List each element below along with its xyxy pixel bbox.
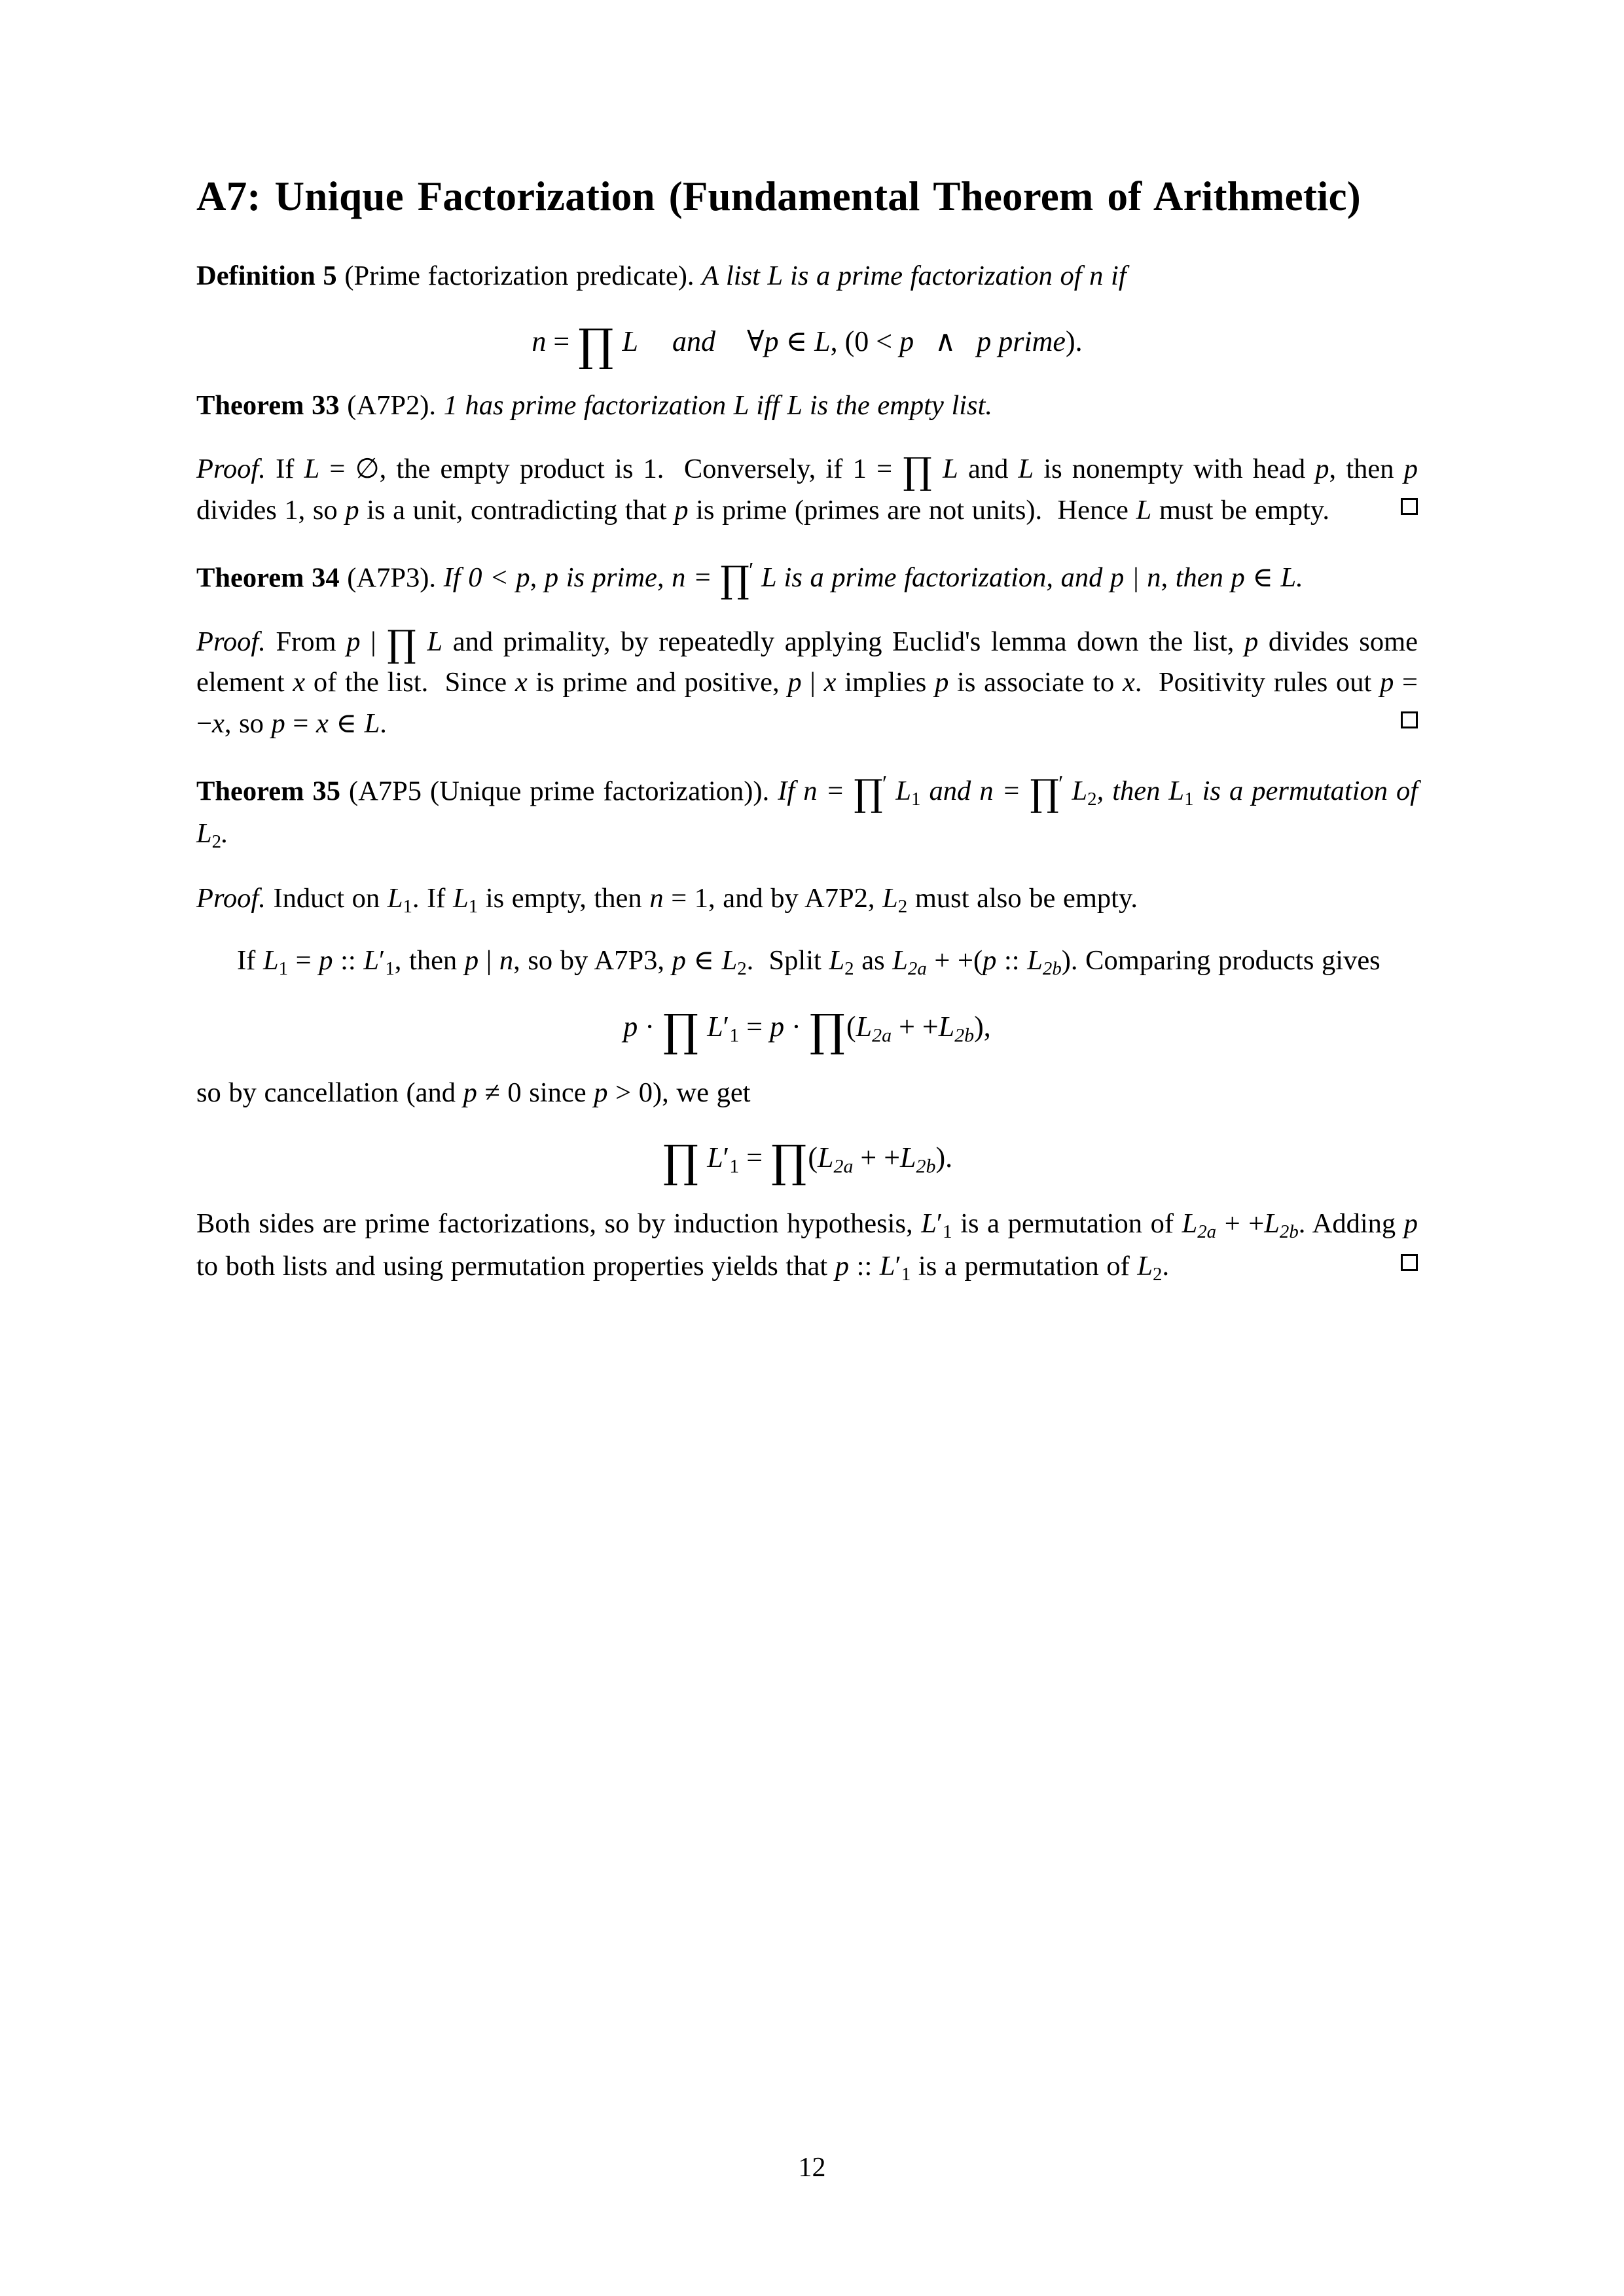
- page-number: 12: [798, 2153, 826, 2183]
- theorem-34-proof: [196, 622, 1418, 745]
- product-symbol-icon: ∏: [578, 319, 614, 372]
- theorem-33-proof: [196, 449, 1418, 531]
- theorem-35-proof-para-2: [196, 941, 1418, 983]
- eq-condition: (0: [844, 325, 869, 357]
- theorem-35-proof-text-3: so by cancellation (and p ≠ 0 since p > 0), we get: [196, 1077, 751, 1108]
- eq-lhs-var: n: [532, 325, 547, 357]
- product-symbol-icon: ∏: [387, 622, 416, 666]
- page-title: A7: Unique Factorization (Fundamental Theorem of Arithmetic): [196, 173, 1361, 219]
- definition-5-name: (Prime factorization predicate).: [344, 260, 695, 291]
- qed-box-icon: [1401, 1254, 1418, 1271]
- proof-label: Proof.: [196, 454, 266, 485]
- qed-box-icon: [1401, 711, 1418, 728]
- product-symbol-icon: ∏: [662, 1136, 699, 1188]
- theorem-35-proof-para-3: [196, 1073, 1418, 1114]
- theorem-35-proof-text-4: Both sides are prime factorizations, so by induction hypothesis, $L'_1$ is a permutation of $L_{2a} + +L_{2b}$. Adding p to both lists and using permutation properties yields that p :: $L'_1$ is a permutation of $L_2$.: [196, 1208, 1418, 1285]
- eq-list: L: [622, 325, 638, 357]
- theorem-33-proof-text: If L = ∅, the empty product is 1. Conversely, if 1 = ∏ L and L is nonempty with head p, then p divides 1, so p is a unit, contradicting that p is prime (primes are not units). Hence L must be empty.: [196, 450, 1418, 526]
- theorem-34-name: (A7P3).: [347, 562, 436, 593]
- eq-conjunction: and: [672, 325, 715, 357]
- eq-quantifier: ∀: [746, 325, 765, 357]
- theorem-35-proof-text-2: If $L_1 = p$ :: $L'_1$, then p | n, so by A7P3, p ∈ $L_2$. Split $L_2$ as $L_{2a} + +(p$ :: $L_{2b}$). Comparing products gives: [237, 945, 1380, 980]
- theorem-33-label: Theorem 33: [196, 389, 340, 421]
- proof-label: Proof.: [196, 883, 266, 914]
- theorem-35-statement: If n = ∏′ $L_1$ and n = ∏′ $L_2$, then $L_1$ is a permutation of $L_2$.: [196, 771, 1418, 852]
- theorem-33-block: [196, 386, 1418, 427]
- theorem-33-name: (A7P2).: [347, 389, 436, 421]
- definition-5-sep2: [694, 260, 702, 291]
- definition-5-label: Definition 5: [196, 260, 337, 291]
- theorem-35-label: Theorem 35: [196, 775, 340, 806]
- definition-5-equation: n = ∏ L and ∀p ∈ L, (0 < p ∧ p prime).: [532, 319, 1083, 372]
- theorem-33-statement: 1 has prime factorization L iff L is the empty list.: [443, 389, 993, 421]
- qed-box-icon: [1401, 498, 1418, 515]
- theorem-34-label: Theorem 34: [196, 562, 340, 593]
- theorem-35-proof-para-4: [196, 1204, 1418, 1288]
- product-symbol-icon: ∏: [854, 772, 883, 815]
- theorem-35-name: (A7P5 (Unique prime factorization)).: [349, 775, 770, 806]
- definition-5-statement: A list L is a prime factorization of n if: [702, 260, 1127, 291]
- theorem-34-proof-text: From p | ∏ L and primality, by repeatedly applying Euclid's lemma down the list, p divides some element x of the list. Since x is prime and positive, p | x implies p is associate to x. Positivity rules out p = −x, so p = x ∈ L.: [196, 622, 1418, 739]
- product-symbol-icon: ∏: [662, 1005, 699, 1057]
- theorem-35-proof-text-1: Induct on $L_1$. If $L_1$ is empty, then n = 1, and by A7P2, $L_2$ must also be empty.: [273, 883, 1138, 918]
- theorem-35-equation-1: p · ∏ $L'_1 = p$ · $\prod(L_{2a} + +L_{2b})$,: [623, 1005, 991, 1057]
- eq-equals: =: [553, 325, 570, 357]
- definition-5-block: [196, 256, 1418, 297]
- product-symbol-icon: ∏: [771, 1136, 807, 1188]
- page-content: [196, 171, 1418, 1311]
- product-symbol-icon: ∏: [903, 450, 932, 493]
- theorem-35-block: [196, 768, 1418, 856]
- proof-label: Proof.: [196, 626, 266, 657]
- product-symbol-icon: ∏: [809, 1005, 846, 1057]
- product-symbol-icon: ∏: [1030, 772, 1059, 815]
- theorem-34-block: [196, 554, 1418, 599]
- definition-5-name-sep: [337, 260, 345, 291]
- theorem-35-equation-2: ∏ $L'_1$ = $\prod(L_{2a} + +L_{2b})$.: [662, 1136, 953, 1188]
- product-symbol-icon: ∏: [720, 558, 749, 601]
- theorem-35-proof-para-1: [196, 878, 1418, 921]
- theorem-34-statement: If 0 < p, p is prime, n = ∏′ L is a prime factorization, and p | n, then p ∈ L.: [443, 558, 1303, 601]
